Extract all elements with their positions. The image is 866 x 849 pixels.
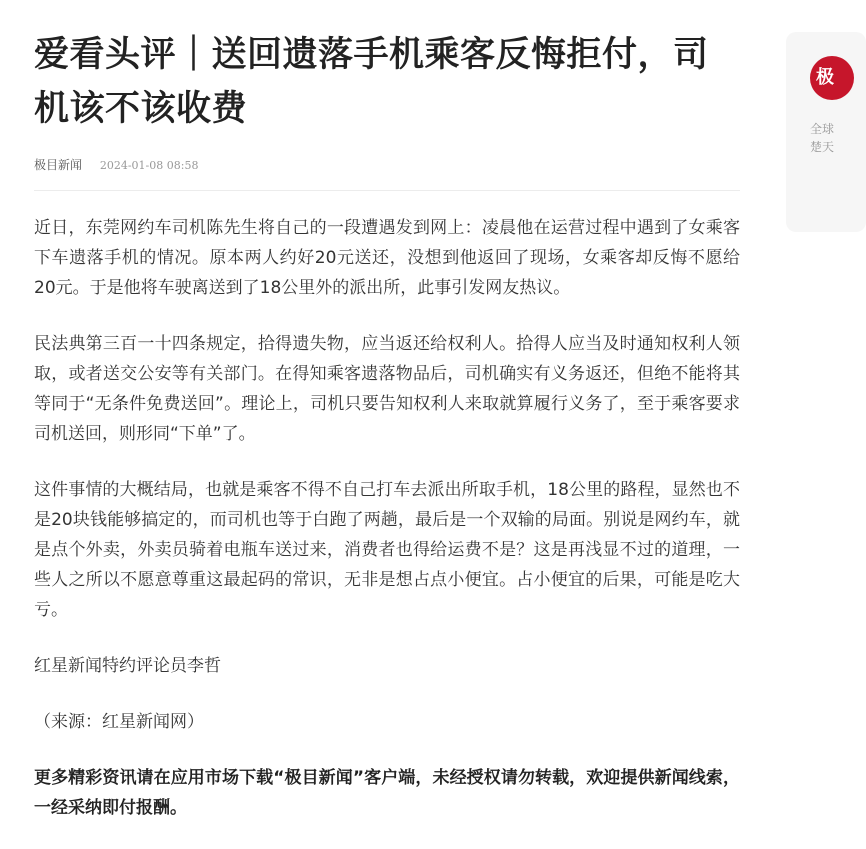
article-meta (34, 156, 740, 191)
article-source-note: （来源：红星新闻网） (34, 712, 204, 732)
article-paragraph: 民法典第三百一十四条规定，拾得遗失物，应当返还给权利人。拾得人应当及时通知权利人领取，或者送交公安等有关部门。在得知乘客遗落物品后，司机确实有义务返还，但绝不能将其等同于“无条件免费送回”。理论上，司机只要告知权利人来取就算履行义务了，至于乘客要求司机送回，则形同“下单”了。 (34, 334, 740, 444)
article-title: 爱看头评｜送回遗落手机乘客反悔拒付，司机该不该收费 (34, 35, 709, 129)
article-date: 2024-01-08 08:58 (99, 159, 199, 172)
article-source[interactable]: 极目新闻 (34, 158, 83, 172)
article-body (34, 213, 740, 823)
media-description-line: 全球 (810, 122, 835, 136)
media-logo-icon[interactable]: 极 (810, 56, 854, 100)
article (34, 28, 740, 849)
side-media-card[interactable] (786, 32, 866, 232)
article-paragraph: 近日，东莞网约车司机陈先生将自己的一段遭遇发到网上：凌晨他在运营过程中遇到了女乘客下车遗落手机的情况。原本两人约好20元送还，没想到他返回了现场，女乘客却反悔不愿给20元。于是他将车驶离送到了18公里外的派出所，此事引发网友热议。 (34, 218, 740, 298)
footer-notice: 更多精彩资讯请在应用市场下载“极目新闻”客户端，未经授权请勿转载，欢迎提供新闻线索，一经采纳即付报酬。 (34, 768, 740, 818)
article-author: 红星新闻特约评论员李哲 (34, 656, 221, 676)
article-paragraph: 这件事情的大概结局，也就是乘客不得不自己打车去派出所取手机，18公里的路程，显然也不是20块钱能够搞定的，而司机也等于白跑了两趟，最后是一个双输的局面。别说是网约车，就是点个外卖，外卖员骑着电瓶车送过来，消费者也得给运费不是？这是再浅显不过的道理，一些人之所以不愿意尊重这最起码的常识，无非是想占点小便宜。占小便宜的后果，可能是吃大亏。 (34, 480, 740, 620)
media-description (810, 120, 834, 156)
media-description-line: 楚天 (810, 140, 835, 154)
